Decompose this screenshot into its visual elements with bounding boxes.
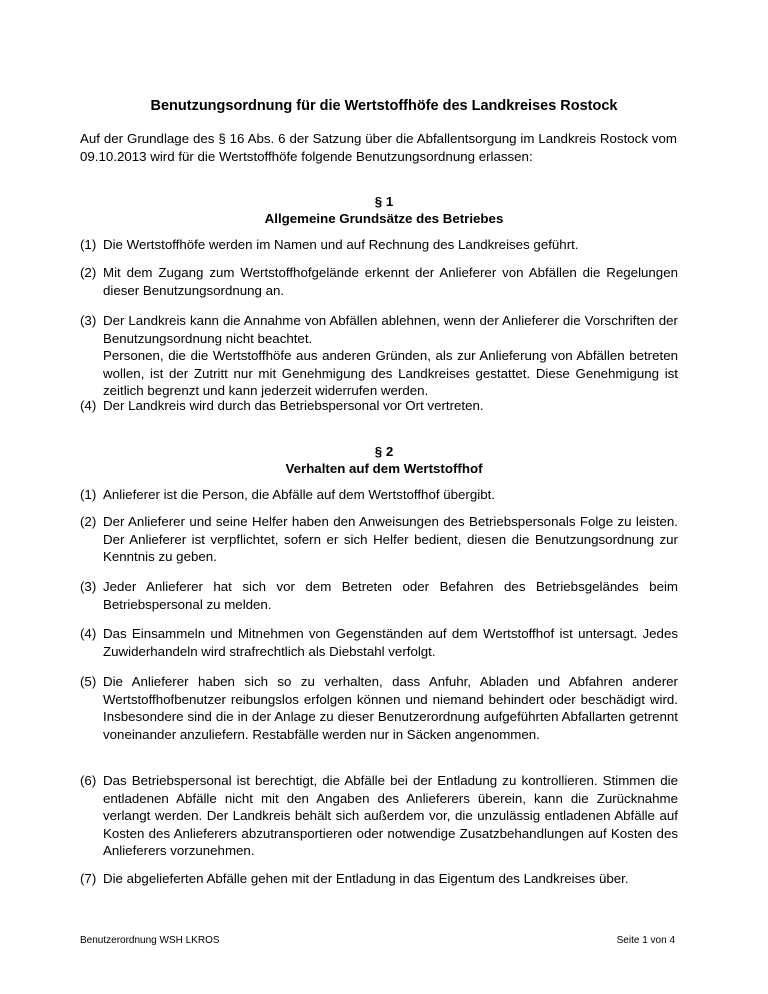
item-text: Die Anlieferer haben sich so zu verhalten, dass Anfuhr, Abladen und Abfahren anderer Wertstoffhofbenutzer reibungslos erfolgen können und niemand behindert oder beschädigt wird. Insbesondere sind die in der Anlage zu dieser Benutzerordnung aufgeführten Abfallarten getrennt voneinander anzuliefern. Restabfälle werden nur in Säcken angenommen. [103,674,678,742]
section-1-item-3 [80,312,678,400]
item-number: (6) [80,773,97,788]
item-text: Die Wertstoffhöfe werden im Namen und auf Rechnung des Landkreises geführt. [103,237,579,252]
intro-paragraph: Auf der Grundlage des § 16 Abs. 6 der Satzung über die Abfallentsorgung im Landkreis Rostock vom 09.10.2013 wird für die Wertstoffhöfe folgende Benutzungsordnung erlassen: [80,131,677,164]
item-number: (4) [80,626,97,641]
document-title: Benutzungsordnung für die Wertstoffhöfe des Landkreises Rostock [150,98,618,114]
item-number: (3) [80,579,97,594]
section-1-item-4 [80,397,678,415]
section-2-item-4 [80,625,678,660]
section-2-item-3 [80,578,678,613]
section-2-title: Verhalten auf dem Wertstoffhof [285,461,483,476]
section-1-item-2 [80,264,678,299]
footer-document-name: Benutzerordnung WSH LKROS [80,935,220,946]
item-number: (2) [80,265,97,280]
item-text: Die abgelieferten Abfälle gehen mit der Entladung in das Eigentum des Landkreises über. [103,871,629,886]
item-number: (3) [80,313,97,328]
item-number: (1) [80,237,97,252]
item-number: (7) [80,871,97,886]
item-number: (2) [80,514,97,529]
section-2-heading [0,443,768,477]
section-1-number: § 1 [374,194,394,209]
item-text: Der Landkreis wird durch das Betriebspersonal vor Ort vertreten. [103,398,484,413]
section-1-title: Allgemeine Grundsätze des Betriebes [264,211,504,226]
footer-page-number: Seite 1 von 4 [616,935,675,946]
item-number: (4) [80,398,97,413]
item-text [103,312,678,400]
item-text-part-1: Der Landkreis kann die Annahme von Abfällen ablehnen, wenn der Anlieferer die Vorschriften der Benutzungsordnung nicht beachtet. [103,313,678,346]
item-text: Das Einsammeln und Mitnehmen von Gegenständen auf dem Wertstoffhof ist untersagt. Jedes Zuwiderhandeln wird strafrechtlich als Diebstahl verfolgt. [103,626,678,659]
section-2-item-1 [80,486,678,504]
section-1-heading [0,193,768,227]
section-2-item-2 [80,513,678,566]
item-text-part-2: Personen, die die Wertstoffhöfe aus anderen Gründen, als zur Anlieferung von Abfällen betreten wollen, ist der Zutritt nur mit Genehmigung des Landkreises gestattet. Diese Genehmigung ist zeitlich begrenzt und kann jederzeit widerrufen werden. [103,348,678,399]
item-text: Jeder Anlieferer hat sich vor dem Betreten oder Befahren des Betriebsgeländes beim Betriebspersonal zu melden. [103,579,678,612]
section-2-item-6 [80,772,678,860]
section-2-number: § 2 [374,444,394,459]
item-text: Der Anlieferer und seine Helfer haben den Anweisungen des Betriebspersonals Folge zu leisten. Der Anlieferer ist verpflichtet, sofern er sich Helfer bedient, diesen die Benutzungsordnung zur Kenntnis zu geben. [103,514,678,565]
section-1-item-1 [80,236,678,254]
item-text: Anlieferer ist die Person, die Abfälle auf dem Wertstoffhof übergibt. [103,487,495,502]
section-2-item-5 [80,673,678,743]
item-text: Das Betriebspersonal ist berechtigt, die Abfälle bei der Entladung zu kontrollieren. Stimmen die entladenen Abfälle nicht mit den Angaben des Anlieferers überein, kann die Zurücknahme verlangt werden. Der Landkreis behält sich außerdem vor, die unzulässig entladenen Abfälle auf Kosten des Anlieferers abzutransportieren oder notwendige Zusatzbehandlungen auf Kosten des Anlieferers vorzunehmen. [103,773,678,859]
section-2-item-7 [80,870,678,888]
item-text: Mit dem Zugang zum Wertstoffhofgelände erkennt der Anlieferer von Abfällen die Regelungen dieser Benutzungsordnung an. [103,265,678,298]
item-number: (1) [80,487,97,502]
item-number: (5) [80,674,97,689]
